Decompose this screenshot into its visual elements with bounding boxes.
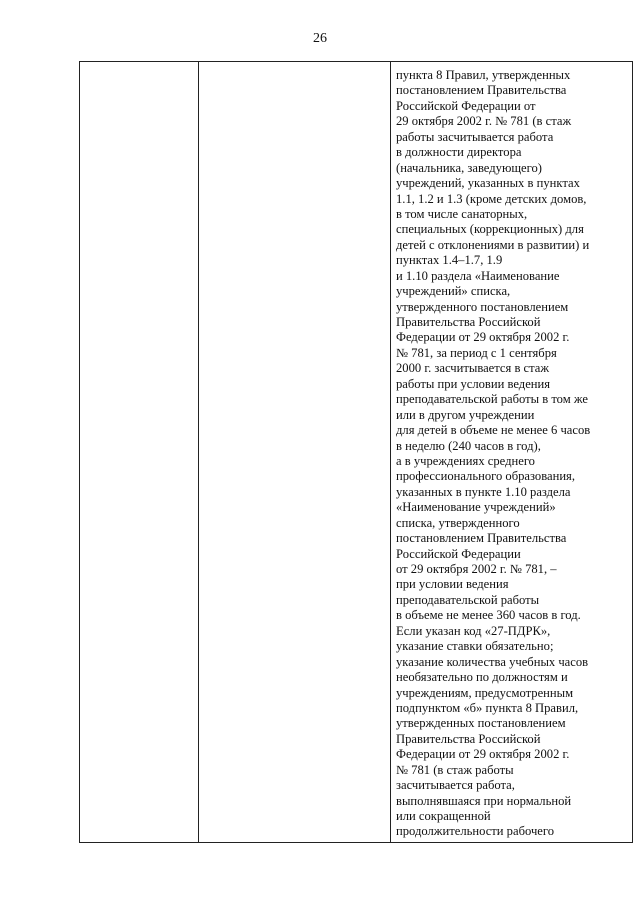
text-line: списка, утвержденного <box>396 515 520 530</box>
text-line: и 1.10 раздела «Наименование <box>396 268 560 283</box>
column-divider-2 <box>390 62 391 842</box>
text-line: 1.1, 1.2 и 1.3 (кроме детских домов, <box>396 191 587 206</box>
text-line: Федерации от 29 октября 2002 г. <box>396 330 570 345</box>
text-line: засчитывается работа, <box>396 778 515 793</box>
text-line: а в учреждениях среднего <box>396 453 535 468</box>
text-line: указанных в пункте 1.10 раздела <box>396 484 571 499</box>
text-line: постановлением Правительства <box>396 531 567 546</box>
text-line: для детей в объеме не менее 6 часов <box>396 423 591 438</box>
text-line: профессионального образования, <box>396 469 575 484</box>
text-line: или сокращенной <box>396 809 491 823</box>
text-line: учреждениям, предусмотренным <box>396 685 574 700</box>
text-line: в том числе санаторных, <box>396 206 528 221</box>
text-line: в должности директора <box>396 145 522 160</box>
text-line: пункта 8 Правил, утвержденных <box>396 68 571 82</box>
text-line: подпунктом «б» пункта 8 Правил, <box>396 700 579 715</box>
text-line: «Наименование учреждений» <box>396 500 556 515</box>
text-line: 29 октября 2002 г. № 781 (в стаж <box>396 114 572 129</box>
text-line: работы при условии ведения <box>396 376 551 391</box>
text-line: учреждений, указанных в пунктах <box>396 176 580 191</box>
text-line: № 781 (в стаж работы <box>396 762 514 777</box>
text-line: утвержденных постановлением <box>396 716 566 731</box>
text-line: преподавательской работы в том же <box>396 392 588 407</box>
text-line: преподавательской работы <box>396 592 540 607</box>
text-line: Правительства Российской <box>396 731 541 746</box>
text-line: необязательно по должностям и <box>396 670 568 685</box>
text-line: выполнявшаяся при нормальной <box>396 793 572 808</box>
text-line: 2000 г. засчитывается в стаж <box>396 361 550 376</box>
text-line: (начальника, заведующего) <box>396 160 542 175</box>
text-line: Российской Федерации от <box>396 98 536 113</box>
text-line: постановлением Правительства <box>396 83 567 98</box>
text-line: продолжительности рабочего <box>396 824 555 839</box>
text-line: от 29 октября 2002 г. № 781, – <box>396 562 557 576</box>
text-line: детей с отклонениями в развитии) и <box>396 237 590 252</box>
third-column-text <box>396 68 630 840</box>
text-line: при условии ведения <box>396 577 509 592</box>
text-line: Если указан код «27-ПДРК», <box>396 623 551 638</box>
text-line: Федерации от 29 октября 2002 г. <box>396 747 570 762</box>
text-line: специальных (коррекционных) для <box>396 222 584 237</box>
text-line: в объеме не менее 360 часов в год. <box>396 608 581 623</box>
text-line: указание ставки обязательно; <box>396 639 554 654</box>
text-line: работы засчитывается работа <box>396 129 554 144</box>
text-line: указание количества учебных часов <box>396 654 589 669</box>
page-number: 26 <box>313 31 327 46</box>
text-line: в неделю (240 часов в год), <box>396 438 541 453</box>
text-line: учреждений» списка, <box>396 284 511 299</box>
text-line: утвержденного постановлением <box>396 299 569 314</box>
text-line: пунктах 1.4–1.7, 1.9 <box>396 253 503 268</box>
text-line: или в другом учреждении <box>396 407 535 422</box>
column-divider-1 <box>198 62 199 842</box>
text-line: № 781, за период с 1 сентября <box>396 345 557 360</box>
text-line: Правительства Российской <box>396 315 541 329</box>
text-line: Российской Федерации <box>396 546 521 561</box>
